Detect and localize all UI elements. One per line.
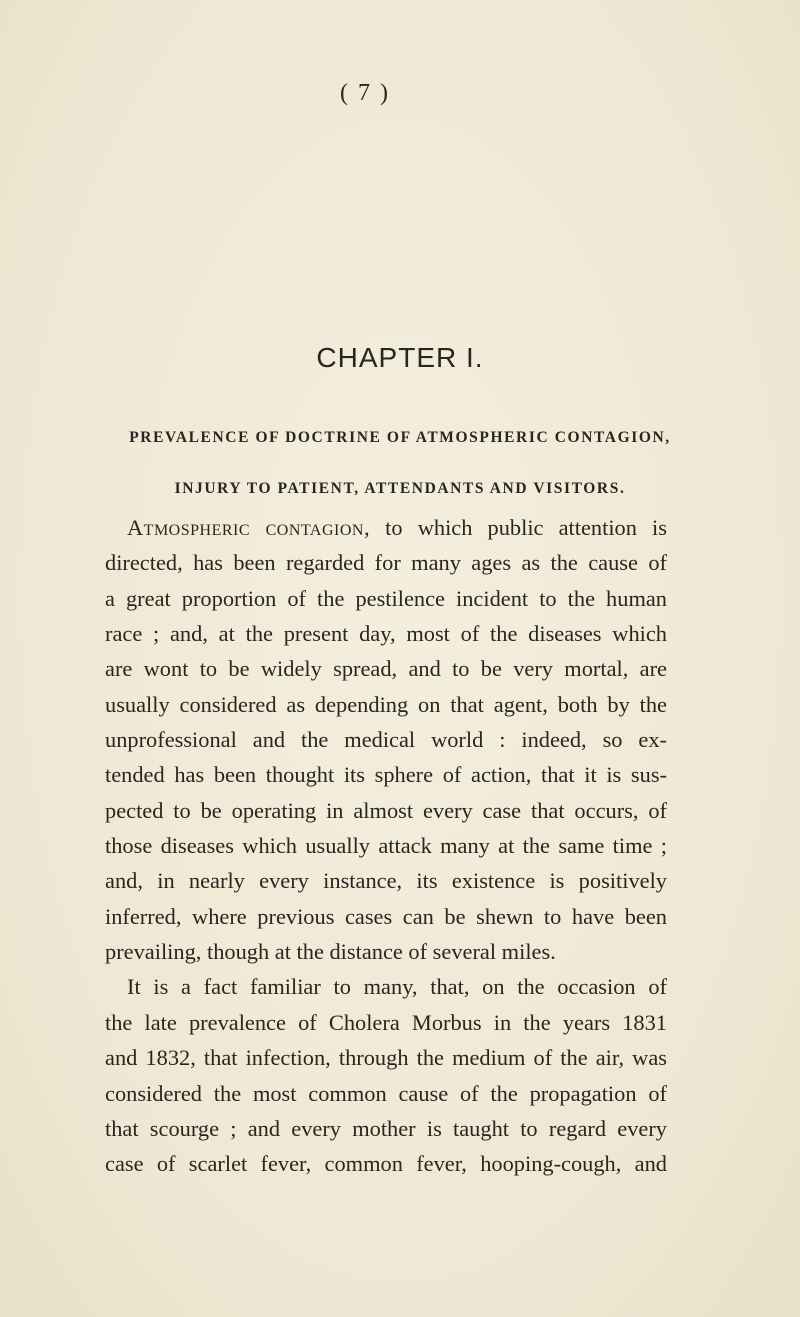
text-line: race ; and, at the present day, most of the diseases which — [105, 621, 667, 647]
text-line: case of scarlet fever, common fever, hooping-cough, and — [105, 1151, 667, 1177]
text-line-content: to which public attention is — [370, 515, 667, 540]
text-line — [105, 510, 667, 545]
text-line: prevailing, though at the distance of several miles. — [105, 939, 556, 965]
text-line: and, in nearly every instance, its existence is positively — [105, 868, 667, 894]
chapter-title: CHAPTER I. — [316, 342, 484, 373]
text-line: and 1832, that infection, through the medium of the air, was — [105, 1045, 667, 1071]
text-line: considered the most common cause of the propagation of — [105, 1080, 667, 1106]
text-line: directed, has been regarded for many ages as the cause of — [105, 550, 667, 576]
text-line: those diseases which usually attack many at the same time ; — [105, 833, 667, 859]
page-number: ( 7 ) — [340, 80, 390, 106]
text-line: usually considered as depending on that agent, both by the — [105, 691, 667, 717]
text-line: tended has been thought its sphere of action, that it is sus- — [105, 762, 667, 788]
text-line: pected to be operating in almost every case that occurs, of — [105, 797, 667, 823]
chapter-subtitle-line-1: PREVALENCE OF DOCTRINE OF ATMOSPHERIC CONTAGION, — [129, 429, 671, 446]
text-line: are wont to be widely spread, and to be very mortal, are — [105, 656, 667, 682]
lead-word: Atmospheric contagion, — [127, 515, 371, 540]
text-line: the late prevalence of Cholera Morbus in the years 1831 — [105, 1009, 667, 1035]
text-line: that scourge ; and every mother is taught to regard every — [105, 1115, 667, 1141]
text-line: unprofessional and the medical world : indeed, so ex- — [105, 727, 667, 753]
text-line: a great proportion of the pestilence incident to the human — [105, 585, 667, 611]
text-line: It is a fact familiar to many, that, on the occasion of — [127, 974, 667, 1000]
body-text — [105, 510, 667, 1182]
chapter-subtitle-line-2: INJURY TO PATIENT, ATTENDANTS AND VISITORS. — [174, 480, 626, 497]
text-line: inferred, where previous cases can be shewn to have been — [105, 903, 667, 929]
